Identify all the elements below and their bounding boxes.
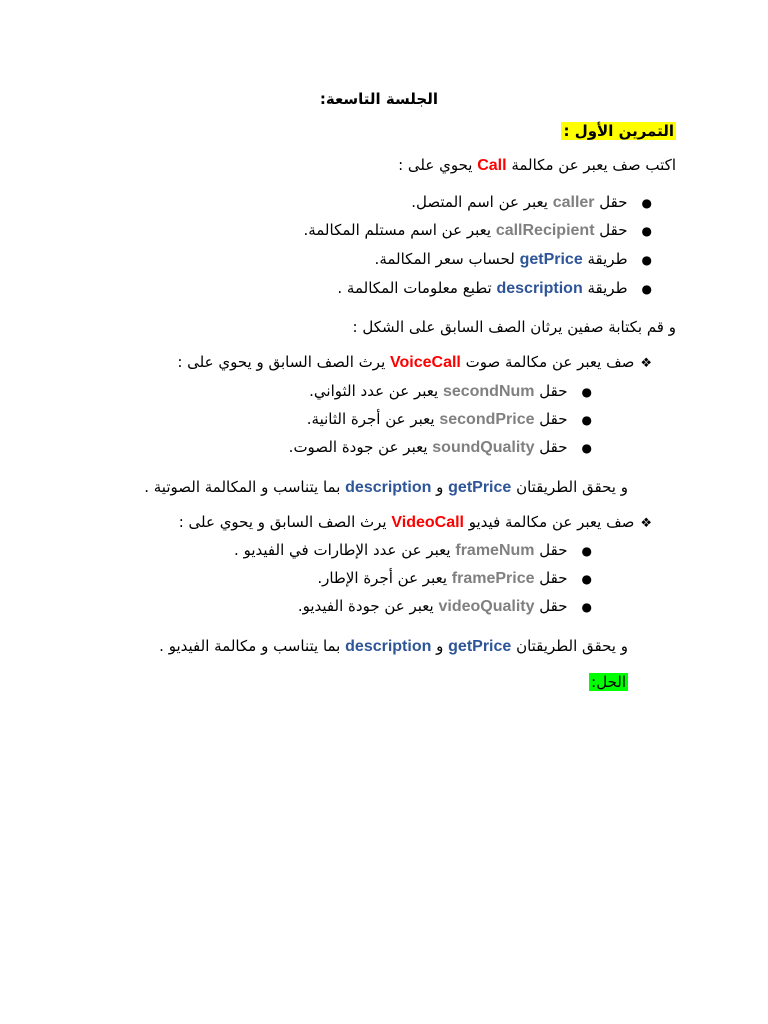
member-kind: طريقة [582, 250, 628, 268]
member-desc: تطبع معلومات المكالمة . [337, 279, 497, 297]
bullet-icon: ● [641, 253, 652, 267]
member-kind: حقل [534, 410, 568, 428]
bullet-icon: ● [581, 413, 592, 427]
diamond-bullet-icon: ❖ [640, 516, 652, 531]
member-desc: لحساب سعر المكالمة. [374, 250, 520, 268]
bullet-icon: ● [581, 600, 592, 614]
list-item-description [337, 277, 652, 300]
impl-prefix: و يحقق الطريقتان [511, 478, 628, 496]
list-item-secondprice [307, 408, 592, 431]
bullet-icon: ● [641, 224, 652, 238]
exercise-title-text: التمرين الأول : [563, 122, 674, 140]
intro-suffix: يحوي على : [398, 156, 478, 174]
field-name: frameNum [455, 542, 535, 559]
field-name: secondNum [442, 383, 535, 400]
videocall-heading [179, 511, 652, 535]
member-kind: طريقة [582, 279, 628, 297]
list-item-secondnum [309, 380, 592, 403]
video-suffix: يرث الصف السابق و يحوي على : [178, 513, 392, 531]
exercise-title [561, 120, 676, 142]
voicecall-impl [144, 476, 628, 499]
bullet-icon: ● [641, 196, 652, 210]
impl-suffix: بما يتناسب و مكالمة الفيديو . [159, 637, 346, 655]
member-kind: حقل [594, 221, 628, 239]
voicecall-heading [177, 351, 652, 375]
session-title [320, 88, 438, 110]
solution-label [589, 671, 628, 693]
bullet-icon: ● [581, 385, 592, 399]
method-name: description [345, 638, 432, 655]
class-name-voicecall: VoiceCall [390, 354, 461, 371]
method-name: description [496, 280, 583, 297]
member-kind: حقل [594, 193, 628, 211]
list-item-videoquality [298, 595, 592, 618]
diamond-bullet-icon: ❖ [640, 356, 652, 371]
list-item-frameprice [317, 567, 592, 590]
member-desc: يعبر عن جودة الفيديو. [297, 597, 439, 615]
bullet-icon: ● [581, 441, 592, 455]
member-desc: يعبر عن عدد الثواني. [309, 382, 443, 400]
method-name: getPrice [519, 251, 583, 268]
field-name: callRecipient [495, 222, 595, 239]
bullet-icon: ● [581, 544, 592, 558]
impl-suffix: بما يتناسب و المكالمة الصوتية . [144, 478, 346, 496]
member-desc: يعبر عن اسم مستلم المكالمة. [303, 221, 496, 239]
member-kind: حقل [534, 438, 568, 456]
method-name: description [345, 479, 432, 496]
field-name: framePrice [451, 570, 535, 587]
field-name: caller [552, 194, 595, 211]
solution-label-text: الحل: [591, 673, 626, 691]
class-name-call: Call [477, 157, 507, 174]
method-name: getPrice [448, 638, 512, 655]
member-desc: يعبر عن عدد الإطارات في الفيديو . [234, 541, 456, 559]
field-name: secondPrice [439, 411, 535, 428]
member-kind: حقل [534, 382, 568, 400]
member-desc: يعبر عن جودة الصوت. [288, 438, 433, 456]
list-item-framenum [234, 539, 592, 562]
member-desc: يعبر عن أجرة الإطار. [317, 569, 452, 587]
videocall-impl [159, 635, 628, 658]
field-name: videoQuality [438, 598, 535, 615]
list-item-callrecipient [303, 219, 652, 242]
list-item-caller [411, 191, 652, 214]
bullet-icon: ● [641, 282, 652, 296]
member-desc: يعبر عن اسم المتصل. [411, 193, 553, 211]
member-desc: يعبر عن أجرة الثانية. [306, 410, 440, 428]
method-name: getPrice [448, 479, 512, 496]
voice-prefix: صف يعبر عن مكالمة صوت [460, 353, 635, 371]
intro-line [398, 154, 676, 177]
class-name-videocall: VideoCall [391, 514, 464, 531]
list-item-soundquality [289, 436, 592, 459]
inherit-intro-text: و قم بكتابة صفين يرثان الصف السابق على الشكل : [352, 318, 676, 336]
impl-and: و [431, 478, 449, 496]
voice-suffix: يرث الصف السابق و يحوي على : [177, 353, 391, 371]
bullet-icon: ● [581, 572, 592, 586]
impl-and: و [431, 637, 449, 655]
member-kind: حقل [534, 541, 568, 559]
session-title-text: الجلسة التاسعة: [319, 90, 438, 108]
impl-prefix: و يحقق الطريقتان [511, 637, 628, 655]
intro-prefix: اكتب صف يعبر عن مكالمة [506, 156, 676, 174]
inherit-intro [353, 316, 676, 338]
field-name: soundQuality [432, 439, 535, 456]
list-item-getprice [375, 248, 652, 271]
member-kind: حقل [534, 597, 568, 615]
member-kind: حقل [534, 569, 568, 587]
video-prefix: صف يعبر عن مكالمة فيديو [463, 513, 635, 531]
